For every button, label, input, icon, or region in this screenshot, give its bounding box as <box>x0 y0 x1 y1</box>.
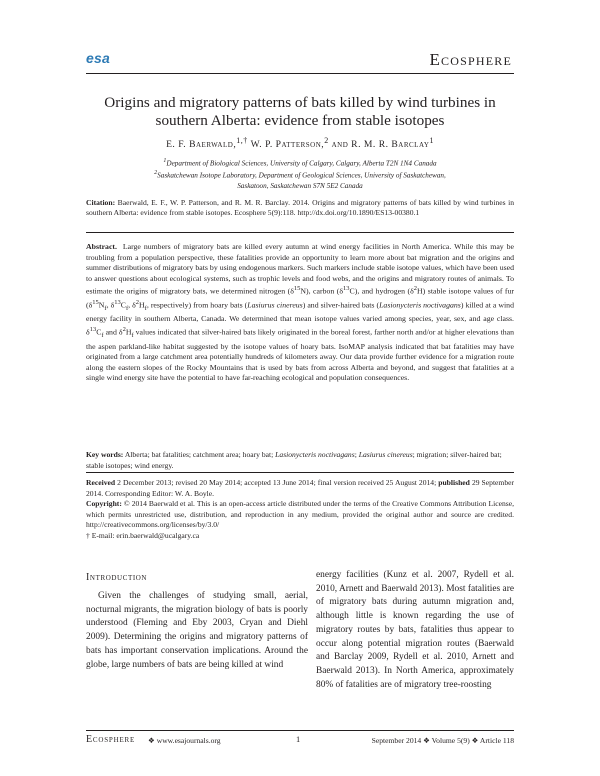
isotope-sup: 13 <box>89 325 97 333</box>
citation-label: Citation: <box>86 198 116 207</box>
abstract-text: C <box>96 327 102 337</box>
citation-text: Baerwald, E. F., W. P. Patterson, and R. M. R. Barclay. 2014. Origins and migratory patterns of bats killed by wind turbines in southern Alberta: evidence from stable isotopes. Ecosphere 5(9):118. http://dx.doi.org/10.1890/ES13-00380.1 <box>86 198 514 217</box>
author-list <box>86 136 514 150</box>
keywords-text: ; <box>354 450 357 459</box>
footer-issue: September 2014 ❖ Volume 5(9) ❖ Article 118 <box>371 736 514 745</box>
species-name: Lasionycteris noctivagans <box>379 300 461 310</box>
isotope-sup: 2 <box>413 285 418 293</box>
abstract-text: Large numbers of migratory bats are killed every autumn at wind energy facilities in North America. While this may be troubling from a population perspective, these fatalities provide an opportunity to learn more about bat migration and the origins and summer distributions of migratory bats by using endogenous markers. Such markers include stable isotope values, which have been used to answer questions about ecological systems, such as trophic levels and food webs, and the origins and migratory routes of animals. To estimate the origins of migratory bats, we determined nitrogen (δ <box>86 242 514 296</box>
isotope-sup: 13 <box>114 298 121 306</box>
page-number: 1 <box>296 735 301 744</box>
published-date: 29 September 2014. Corresponding Editor: W. A. Boyle. <box>86 478 515 498</box>
abstract-text: and δ <box>103 327 123 337</box>
isotope-sup: 2 <box>135 298 140 306</box>
footer-rule <box>86 730 514 731</box>
species-name: Lasiurus cinereus <box>247 300 303 310</box>
received-label: Received <box>86 478 116 487</box>
email <box>86 531 514 542</box>
dates <box>86 478 514 499</box>
species-name: Lasionycteris noctivagans <box>275 450 355 459</box>
keywords-text: ; migration; silver-haired bat; stable isotopes; wind energy. <box>86 450 502 470</box>
body-column-right <box>316 569 514 692</box>
affiliations <box>86 156 514 191</box>
email-link[interactable]: erin.baerwald@ucalgary.ca <box>116 530 200 540</box>
abstract-text: ) and silver-haired bats ( <box>302 300 380 310</box>
abstract-text: N <box>98 300 105 310</box>
author-name: R. M. R. Barclay <box>351 139 430 151</box>
footer-url[interactable]: ❖ www.esajournals.org <box>148 736 221 745</box>
keywords <box>86 450 514 471</box>
abstract-text: ) killed at a wind energy facility in southern Alberta, Canada. We determined that mean isotope values varied among species, year, sex, and age class. δ <box>86 300 514 337</box>
abstract <box>86 242 514 384</box>
affiliation-text: Department of Biological Sciences, University of Calgary, Calgary, Alberta T2N 1N4 Canada <box>166 159 437 168</box>
header-rule <box>86 73 514 74</box>
abstract-text: , δ <box>106 300 115 310</box>
isotope-sub: f <box>131 332 134 340</box>
abstract-text: H <box>139 300 145 310</box>
esa-logo: esa <box>86 50 110 66</box>
abstract-text: , respectively) from hoary bats ( <box>146 300 248 310</box>
author-superscript: 1 <box>429 136 434 145</box>
published-label: published <box>438 478 470 487</box>
author-superscript: 2 <box>324 136 329 145</box>
affiliation-1 <box>86 156 514 168</box>
abstract-text: , δ <box>128 300 136 310</box>
divider <box>86 472 514 473</box>
affiliation-text: Saskatchewan Isotope Laboratory, Department of Geological Sciences, University of Saskatchewan, <box>157 171 446 180</box>
abstract-text: C), and hydrogen (δ <box>349 286 414 296</box>
isotope-sup: 2 <box>122 325 126 333</box>
body-paragraph: Given the challenges of studying small, aerial, nocturnal migrants, the migration biology of bats is poorly understood (Fleming and Eby 2003, Cryan and Diehl 2009). Determining the origins and migratory patterns of bats has important conservation implications. Around the globe, large numbers of bats are being killed at wind <box>86 591 308 670</box>
email-label: E-mail: <box>91 530 115 540</box>
journal-name: Ecosphere <box>429 50 512 69</box>
abstract-text: N), carbon (δ <box>300 286 344 296</box>
author-superscript: 1,† <box>236 136 248 145</box>
author-conjunction: and <box>331 139 349 151</box>
keywords-label: Key words: <box>86 450 124 459</box>
email-marker: † <box>86 530 90 540</box>
abstract-text: H) stable isotope values of fur (δ <box>86 286 515 310</box>
abstract-label: Abstract. <box>86 242 117 251</box>
isotope-sub: f <box>125 304 129 312</box>
isotope-sup: 13 <box>343 285 350 293</box>
received-dates: 2 December 2013; revised 20 May 2014; accepted 13 June 2014; final version received 25 August 2014; <box>117 478 437 487</box>
author-name: E. F. Baerwald, <box>166 139 237 151</box>
keywords-text: Alberta; bat fatalities; catchment area; hoary bat; <box>124 450 274 459</box>
abstract-text: H <box>125 327 132 337</box>
isotope-sub: f <box>144 304 147 312</box>
article-metadata <box>86 478 514 542</box>
affiliation-marker: 2 <box>154 170 158 177</box>
article-title: Origins and migratory patterns of bats killed by wind turbines in southern Alberta: evidence from stable isotopes <box>104 94 496 129</box>
isotope-sup: 15 <box>92 298 99 306</box>
footer-journal: Ecosphere <box>86 734 136 745</box>
body-column-left <box>86 590 308 672</box>
copyright-text: © 2014 Baerwald et al. This is an open-access article distributed under the terms of the Creative Commons Attribution License, which permits unrestricted use, distribution, and reproduction in any medium, provided the original author and source are credited. http://creativecommons.org/licenses/by/3.0/ <box>86 499 514 530</box>
author-name: W. P. Patterson, <box>250 139 325 151</box>
divider <box>86 232 514 233</box>
section-heading-introduction: Introduction <box>86 572 148 583</box>
affiliation-marker: 1 <box>163 158 167 164</box>
body-paragraph: energy facilities (Kunz et al. 2007, Rydell et al. 2010, Arnett and Baerwald 2013). Most fatalities are of migratory bats during autumn migration and, although little is known regarding the use of migratory routes by bats, fatalities thus appear to occur along potential migration routes (Baerwald and Barclay 2009, Rydell et al. 2010, Arnett and Baerwald 2013). In North America, approximately 80% of fatalities are of migratory tree-roosting <box>316 570 514 690</box>
citation <box>86 198 514 218</box>
isotope-sup: 15 <box>293 285 301 293</box>
copyright-label: Copyright: <box>86 499 122 509</box>
species-name: Lasiurus cinereus <box>358 450 413 459</box>
copyright <box>86 499 514 531</box>
affiliation-2-cont: Saskatoon, Saskatchewan S7N 5E2 Canada <box>237 181 363 190</box>
abstract-text: C <box>120 300 126 310</box>
abstract-text: values indicated that silver-haired bats likely originated in the boreal forest, farther north and/or at higher elevations than the aspen parkland-like habitat suggested by the isotope values of hoary bats. IsoMAP analysis indicated that bat fatalities may have originated from a large catchment area potentially hundreds of kilometers away. Our data provide further evidence for a migration route along the eastern slopes of the Rocky Mountains that is used by bats from across Alberta and beyond, and suggest that fatalities at a single wind energy site have the potential to have far-reaching ecological and population consequences. <box>86 327 514 383</box>
isotope-sub: f <box>101 332 104 340</box>
isotope-sub: f <box>104 304 107 312</box>
affiliation-2 <box>86 168 514 180</box>
